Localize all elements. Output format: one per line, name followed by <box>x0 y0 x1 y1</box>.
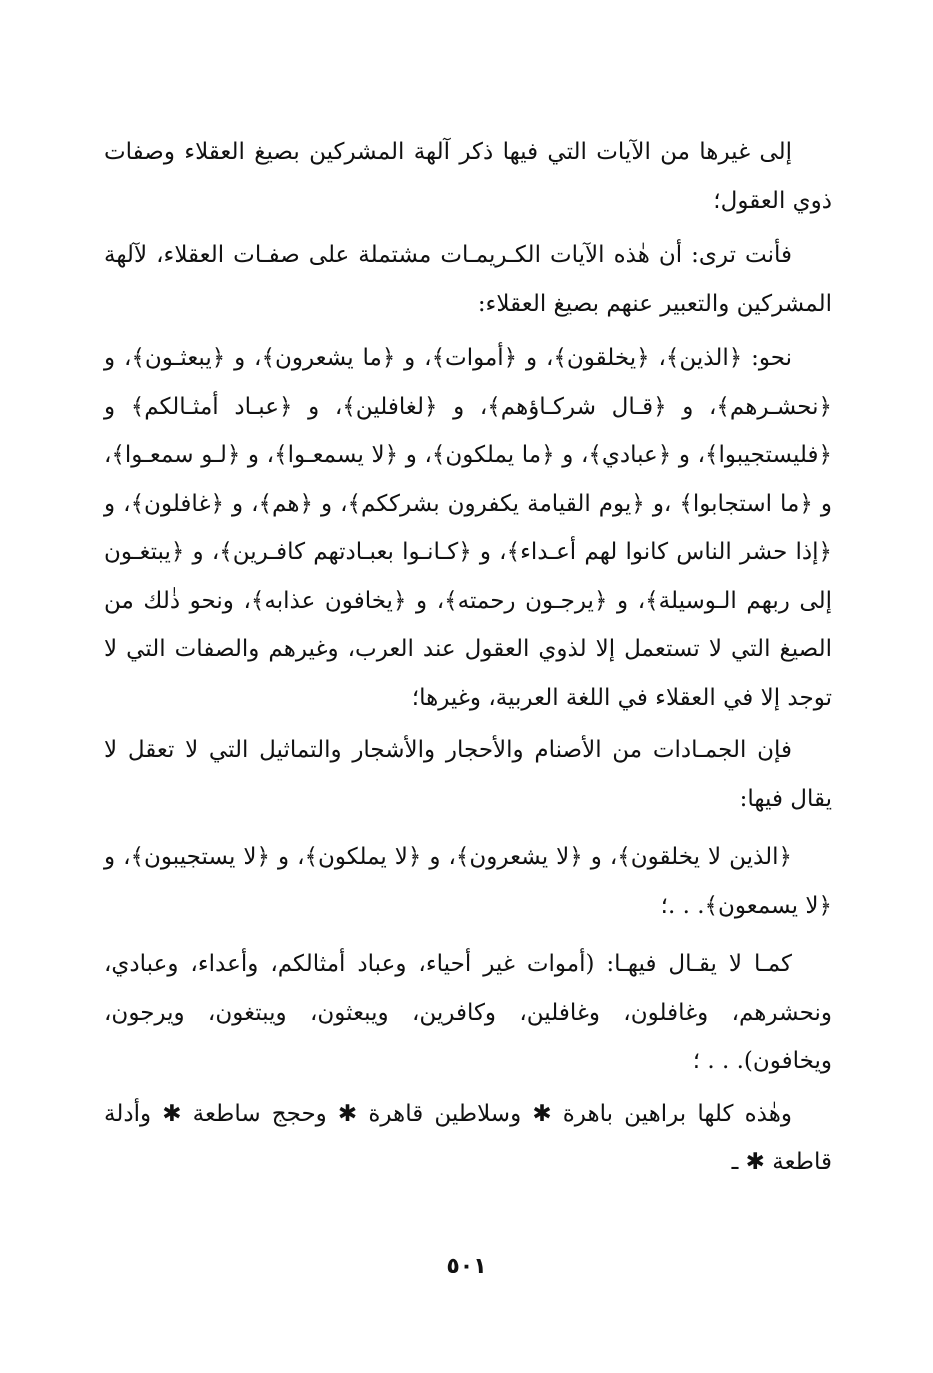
page-number: ٥٠١ <box>446 1254 487 1279</box>
paragraph-4: فإن الجمـادات من الأصنام والأحجار والأشجار والتماثيل التي لا تعقل لا يقال فيها: <box>104 737 832 812</box>
paragraph-7: وهٰذه كلها براهين باهرة ✱ وسلاطين قاهرة ✱ وحجج ساطعة ✱ وأدلة قاطعة ✱ ـ <box>104 1100 832 1175</box>
paragraph-3: نحو: ﴿الذين﴾، ﴿يخلقون﴾، و ﴿أموات﴾، و ﴿ما يشعرون﴾، و ﴿يبعثـون﴾، و ﴿نحشـرهم﴾، و ﴿قـال شركـاؤهم﴾، و ﴿لغافلين﴾، و ﴿عبـاد أمثـالكم﴾ و ﴿فليستجيبوا﴾، و ﴿عبادي﴾، و ﴿ما يملكون﴾، و ﴿لا يسمعـوا﴾، و ﴿لـو سمعـوا﴾، و ﴿ما استجابوا﴾ ،و ﴿يوم القيامة يكفرون بشرككم﴾، و ﴿هم﴾، و ﴿غافلون﴾، و ﴿إذا حشر الناس كانوا لهم أعـداء﴾، و ﴿كـانـوا بعبـادتهم كافـرين﴾، و ﴿يبتغـون إلى ربهم الـوسيلة﴾، و ﴿يرجـون رحمته﴾، و ﴿يخافون عذابه﴾، ونحو ذٰلك من الصيغ التي لا تستعمل إلا لذوي العقول عند العرب، وغيرهم والصفات التي لا توجد إلا في العقلاء في اللغة العربية، وغيرها؛ <box>104 345 832 711</box>
paragraph-5: ﴿الذين لا يخلقون﴾، و ﴿لا يشعرون﴾، و ﴿لا يملكون﴾، و ﴿لا يستجيبون﴾، و ﴿لا يسمعون﴾. . .؛ <box>104 844 832 919</box>
paragraph-6: كمـا لا يقـال فيهـا: (أموات غير أحياء، وعباد أمثالكم، وأعداء، وعبادي، ونحشرهم، وغافلون، وغافلين، وكافرين، ويبعثون، ويبتغون، ويرجون، ويخافون). . . ؛ <box>104 951 832 1074</box>
paragraph-1: إلى غيرها من الآيات التي فيها ذكر آلهة المشركين بصيغ العقلاء وصفات ذوي العقول؛ <box>104 139 832 214</box>
paragraph-2: فأنت ترى: أن هٰذه الآيات الكـريمـات مشتملة على صفـات العقلاء، لآلهة المشركين والتعبير عنهم بصيغ العقلاء: <box>104 242 832 317</box>
page-body <box>104 128 832 1187</box>
